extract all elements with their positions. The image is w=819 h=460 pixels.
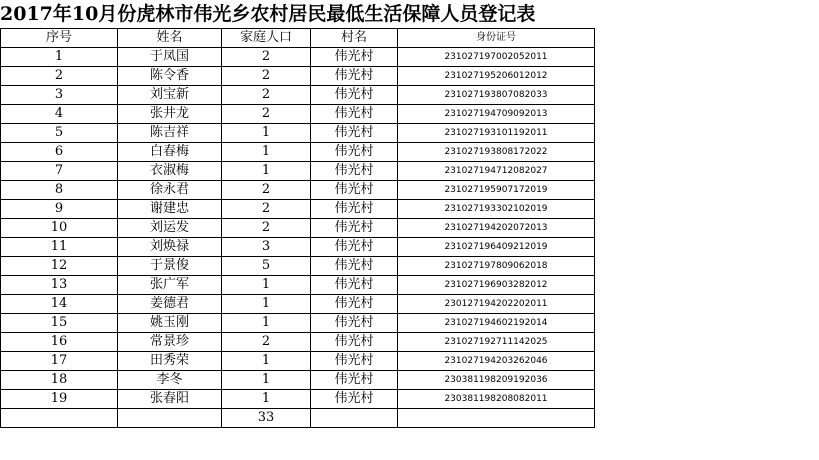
header-row <box>1 29 595 48</box>
table-row <box>1 352 595 371</box>
cell-household: 1 <box>222 390 311 409</box>
cell-village: 伟光村 <box>311 257 398 276</box>
total-name-cell <box>118 409 222 428</box>
cell-index: 13 <box>1 276 118 295</box>
cell-index: 11 <box>1 238 118 257</box>
table-row <box>1 276 595 295</box>
cell-name: 陈令香 <box>118 67 222 86</box>
cell-household: 1 <box>222 143 311 162</box>
cell-household: 1 <box>222 314 311 333</box>
table-row <box>1 143 595 162</box>
cell-household: 2 <box>222 333 311 352</box>
table-row <box>1 390 595 409</box>
table-row <box>1 333 595 352</box>
cell-id: 231027194202072013 <box>398 219 595 238</box>
table-row <box>1 257 595 276</box>
cell-household: 1 <box>222 162 311 181</box>
cell-id: 231027197002052011 <box>398 48 595 67</box>
cell-id: 231027195206012012 <box>398 67 595 86</box>
cell-id: 231027197809062018 <box>398 257 595 276</box>
table-row <box>1 295 595 314</box>
cell-name: 刘焕禄 <box>118 238 222 257</box>
cell-village: 伟光村 <box>311 124 398 143</box>
cell-name: 常景珍 <box>118 333 222 352</box>
cell-household: 3 <box>222 238 311 257</box>
cell-household: 5 <box>222 257 311 276</box>
cell-index: 2 <box>1 67 118 86</box>
cell-village: 伟光村 <box>311 105 398 124</box>
cell-id: 230381198209192036 <box>398 371 595 390</box>
table-row <box>1 181 595 200</box>
column-header-index: 序号 <box>1 29 118 48</box>
cell-id: 231027194712082027 <box>398 162 595 181</box>
table-row <box>1 371 595 390</box>
cell-index: 6 <box>1 143 118 162</box>
cell-index: 3 <box>1 86 118 105</box>
cell-name: 于景俊 <box>118 257 222 276</box>
register-table <box>0 28 595 428</box>
table-row <box>1 67 595 86</box>
cell-id: 231027194203262046 <box>398 352 595 371</box>
cell-household: 1 <box>222 352 311 371</box>
cell-name: 张井龙 <box>118 105 222 124</box>
cell-name: 于凤国 <box>118 48 222 67</box>
cell-index: 16 <box>1 333 118 352</box>
cell-id: 231027193807082033 <box>398 86 595 105</box>
cell-index: 14 <box>1 295 118 314</box>
cell-id: 231027196409212019 <box>398 238 595 257</box>
cell-name: 白春梅 <box>118 143 222 162</box>
cell-index: 19 <box>1 390 118 409</box>
cell-village: 伟光村 <box>311 162 398 181</box>
cell-household: 2 <box>222 86 311 105</box>
cell-name: 徐永君 <box>118 181 222 200</box>
column-header-id: 身份证号 <box>398 29 595 48</box>
cell-village: 伟光村 <box>311 67 398 86</box>
cell-household: 1 <box>222 295 311 314</box>
cell-id: 231027193808172022 <box>398 143 595 162</box>
cell-index: 15 <box>1 314 118 333</box>
column-header-village: 村名 <box>311 29 398 48</box>
table-row <box>1 314 595 333</box>
cell-household: 1 <box>222 276 311 295</box>
cell-id: 231027193101192011 <box>398 124 595 143</box>
cell-village: 伟光村 <box>311 48 398 67</box>
table-row <box>1 48 595 67</box>
cell-household: 2 <box>222 219 311 238</box>
total-village-cell <box>311 409 398 428</box>
cell-village: 伟光村 <box>311 333 398 352</box>
cell-name: 衣淑梅 <box>118 162 222 181</box>
cell-index: 5 <box>1 124 118 143</box>
cell-village: 伟光村 <box>311 371 398 390</box>
column-header-name: 姓名 <box>118 29 222 48</box>
cell-id: 231027195907172019 <box>398 181 595 200</box>
cell-household: 2 <box>222 48 311 67</box>
cell-id: 231027194709092013 <box>398 105 595 124</box>
cell-household: 2 <box>222 181 311 200</box>
cell-household: 1 <box>222 371 311 390</box>
total-id-cell <box>398 409 595 428</box>
cell-id: 230127194202202011 <box>398 295 595 314</box>
cell-id: 231027193302102019 <box>398 200 595 219</box>
total-index-cell <box>1 409 118 428</box>
table-row <box>1 105 595 124</box>
cell-household: 2 <box>222 200 311 219</box>
cell-village: 伟光村 <box>311 295 398 314</box>
cell-name: 姚玉刚 <box>118 314 222 333</box>
table-row <box>1 162 595 181</box>
cell-index: 1 <box>1 48 118 67</box>
cell-household: 2 <box>222 67 311 86</box>
cell-index: 17 <box>1 352 118 371</box>
page-title: 2017年10月份虎林市伟光乡农村居民最低生活保障人员登记表 <box>0 3 536 25</box>
cell-index: 9 <box>1 200 118 219</box>
column-header-household: 家庭人口 <box>222 29 311 48</box>
cell-name: 刘宝新 <box>118 86 222 105</box>
cell-name: 刘运发 <box>118 219 222 238</box>
table-row <box>1 219 595 238</box>
cell-village: 伟光村 <box>311 200 398 219</box>
cell-village: 伟光村 <box>311 390 398 409</box>
cell-index: 18 <box>1 371 118 390</box>
cell-village: 伟光村 <box>311 219 398 238</box>
cell-index: 8 <box>1 181 118 200</box>
cell-name: 田秀荣 <box>118 352 222 371</box>
cell-name: 张广军 <box>118 276 222 295</box>
cell-village: 伟光村 <box>311 276 398 295</box>
table-row <box>1 238 595 257</box>
cell-id: 231027194602192014 <box>398 314 595 333</box>
cell-name: 张春阳 <box>118 390 222 409</box>
cell-index: 10 <box>1 219 118 238</box>
cell-id: 231027196903282012 <box>398 276 595 295</box>
table-row <box>1 86 595 105</box>
cell-index: 12 <box>1 257 118 276</box>
cell-household: 1 <box>222 124 311 143</box>
cell-name: 谢建忠 <box>118 200 222 219</box>
cell-village: 伟光村 <box>311 238 398 257</box>
table-row <box>1 124 595 143</box>
cell-name: 李冬 <box>118 371 222 390</box>
total-household-cell: 33 <box>222 409 311 428</box>
cell-household: 2 <box>222 105 311 124</box>
total-row <box>1 409 595 428</box>
cell-village: 伟光村 <box>311 86 398 105</box>
cell-id: 230381198208082011 <box>398 390 595 409</box>
table-row <box>1 200 595 219</box>
cell-village: 伟光村 <box>311 143 398 162</box>
cell-index: 7 <box>1 162 118 181</box>
cell-name: 陈吉祥 <box>118 124 222 143</box>
cell-village: 伟光村 <box>311 352 398 371</box>
cell-name: 姜德君 <box>118 295 222 314</box>
cell-index: 4 <box>1 105 118 124</box>
cell-village: 伟光村 <box>311 314 398 333</box>
cell-village: 伟光村 <box>311 181 398 200</box>
cell-id: 231027192711142025 <box>398 333 595 352</box>
